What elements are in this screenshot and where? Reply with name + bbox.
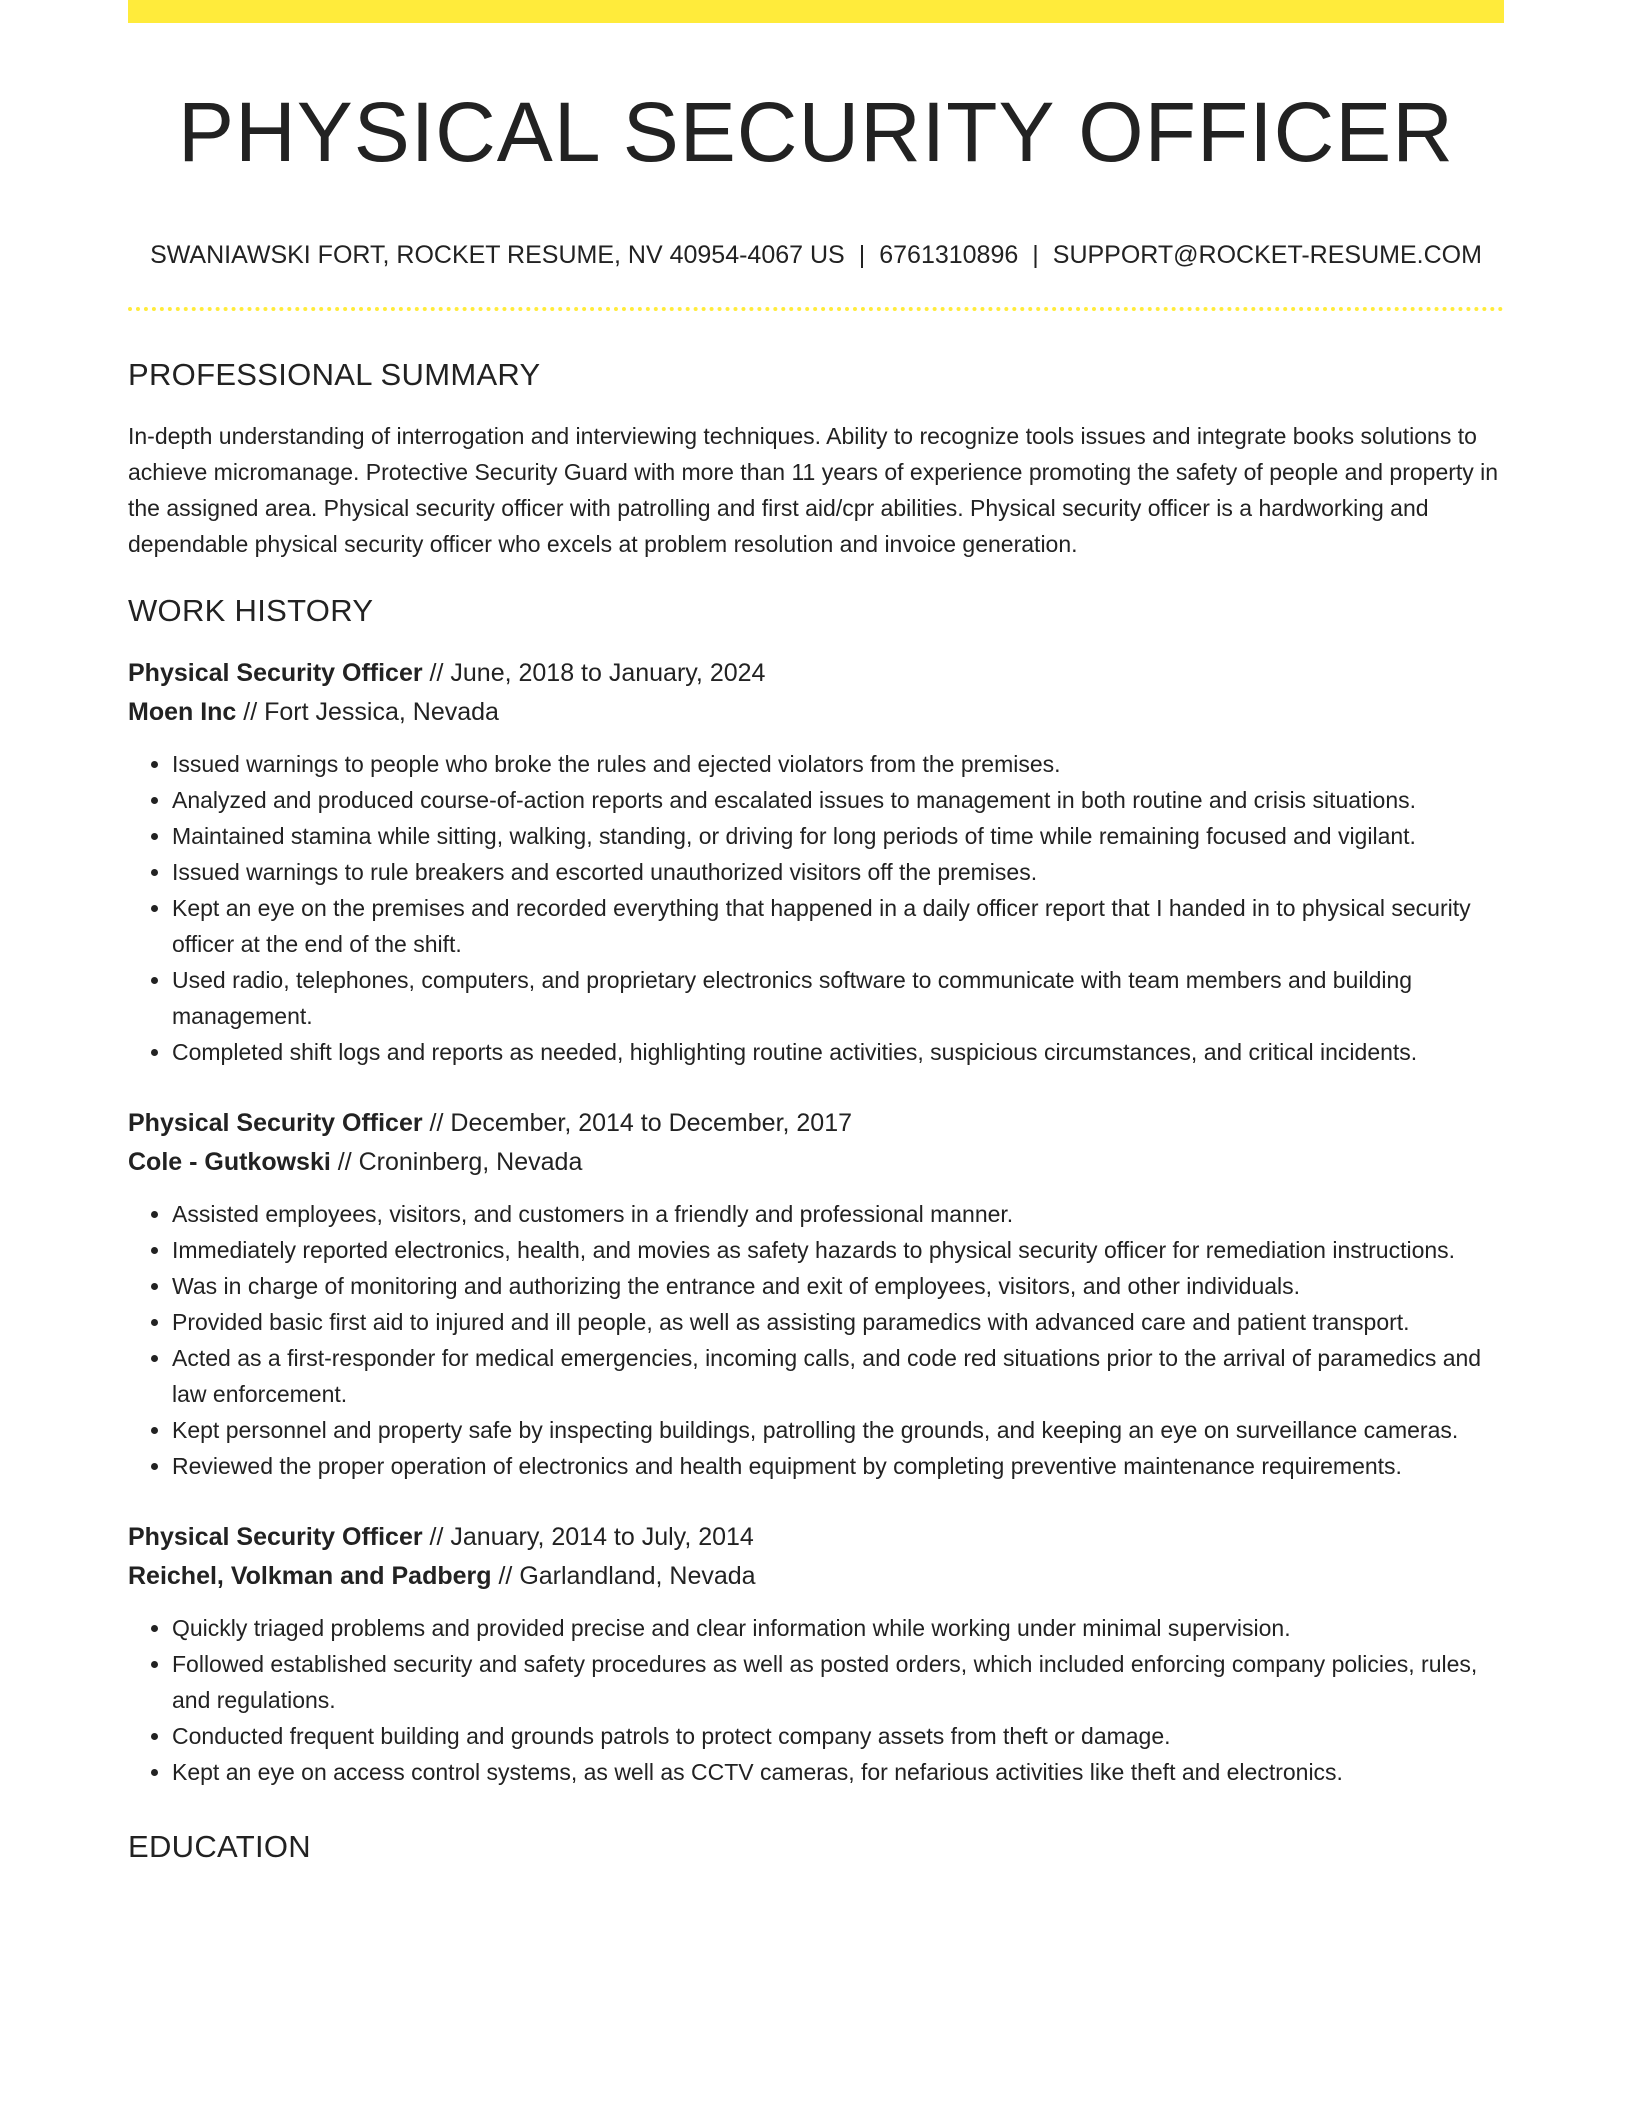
duty-item: • Immediately reported electronics, health, and movies as safety hazards to physical security officer for remediation instructions. <box>172 1232 1504 1268</box>
dotted-divider <box>128 307 1504 311</box>
job-company-line <box>128 693 1504 732</box>
duty-item: • Assisted employees, visitors, and customers in a friendly and professional manner. <box>172 1196 1504 1232</box>
resume-page <box>128 0 1504 2112</box>
contact-separator: | <box>1032 241 1039 269</box>
duties-list <box>128 1610 1504 1790</box>
job-entry <box>128 1518 1504 1790</box>
job-title-line <box>128 1104 1504 1143</box>
duty-item: • Provided basic first aid to injured and ill people, as well as assisting paramedics with advanced care and patient transport. <box>172 1304 1504 1340</box>
contact-separator: | <box>858 241 866 269</box>
summary-text: In-depth understanding of interrogation and interviewing techniques. Ability to recognize tools issues and integrate books solutions to achieve micromanage. Protective Security Guard with more than 11 years of experience promoting the safety of people and property in the assigned area. Physical security officer with patrolling and first aid/cpr abilities. Physical security officer is a hardworking and dependable physical security officer who excels at problem resolution and invoice generation. <box>128 423 1499 557</box>
job-title: Physical Security Officer <box>128 1109 423 1137</box>
job-title: Physical Security Officer <box>128 659 423 687</box>
duty-item: • Was in charge of monitoring and authorizing the entrance and exit of employees, visitors, and other individuals. <box>172 1268 1504 1304</box>
job-company: Moen Inc <box>128 698 237 726</box>
duty-item: • Issued warnings to rule breakers and escorted unauthorized visitors off the premises. <box>172 854 1504 890</box>
duty-item: • Quickly triaged problems and provided precise and clear information while working under minimal supervision. <box>172 1610 1504 1646</box>
duty-item: • Kept personnel and property safe by inspecting buildings, patrolling the grounds, and keeping an eye on surveillance cameras. <box>172 1412 1504 1448</box>
job-location: // Fort Jessica, Nevada <box>243 698 499 726</box>
duty-item: • Conducted frequent building and grounds patrols to protect company assets from theft or damage. <box>172 1718 1504 1754</box>
job-entry <box>128 1104 1504 1484</box>
resume-content <box>128 352 1504 1890</box>
job-dates: // January, 2014 to July, 2014 <box>429 1523 754 1551</box>
contact-address: SWANIAWSKI FORT, ROCKET RESUME, NV 40954-4067 US <box>150 241 845 269</box>
work-history-heading: WORK HISTORY <box>128 593 374 628</box>
job-company: Reichel, Volkman and Padberg <box>128 1562 492 1590</box>
contact-email: SUPPORT@ROCKET-RESUME.COM <box>1052 241 1482 269</box>
job-company-line <box>128 1143 1504 1182</box>
job-title: Physical Security Officer <box>128 1523 423 1551</box>
duty-item: • Acted as a first-responder for medical emergencies, incoming calls, and code red situations prior to the arrival of paramedics and law enforcement. <box>172 1340 1504 1412</box>
job-location: // Croninberg, Nevada <box>337 1148 583 1176</box>
summary-section <box>128 352 1504 562</box>
job-dates: // December, 2014 to December, 2017 <box>429 1109 853 1137</box>
education-heading: EDUCATION <box>128 1829 311 1864</box>
work-history-section <box>128 588 1504 1790</box>
job-dates: // June, 2018 to January, 2024 <box>429 659 766 687</box>
duty-item: • Issued warnings to people who broke the rules and ejected violators from the premises. <box>172 746 1504 782</box>
accent-top-bar <box>128 0 1504 23</box>
job-title-line <box>128 654 1504 693</box>
duty-item: • Analyzed and produced course-of-action reports and escalated issues to management in both routine and crisis situations. <box>172 782 1504 818</box>
duty-item: • Followed established security and safety procedures as well as posted orders, which included enforcing company policies, rules, and regulations. <box>172 1646 1504 1718</box>
summary-heading: PROFESSIONAL SUMMARY <box>128 357 541 392</box>
job-entry <box>128 654 1504 1070</box>
duty-item: • Reviewed the proper operation of electronics and health equipment by completing preventive maintenance requirements. <box>172 1448 1504 1484</box>
duty-item: • Completed shift logs and reports as needed, highlighting routine activities, suspicious circumstances, and critical incidents. <box>172 1034 1504 1070</box>
duty-item: • Kept an eye on the premises and recorded everything that happened in a daily officer report that I handed in to physical security officer at the end of the shift. <box>172 890 1504 962</box>
contact-phone: 6761310896 <box>879 241 1019 269</box>
job-company: Cole - Gutkowski <box>128 1148 331 1176</box>
duty-item: • Maintained stamina while sitting, walking, standing, or driving for long periods of time while remaining focused and vigilant. <box>172 818 1504 854</box>
candidate-name: PHYSICAL SECURITY OFFICER <box>178 85 1454 179</box>
job-location: // Garlandland, Nevada <box>498 1562 756 1590</box>
duties-list <box>128 1196 1504 1484</box>
job-title-line <box>128 1518 1504 1557</box>
job-company-line <box>128 1557 1504 1596</box>
education-section <box>128 1824 1504 1870</box>
duty-item: • Kept an eye on access control systems, as well as CCTV cameras, for nefarious activities like theft and electronics. <box>172 1754 1504 1790</box>
duty-item: • Used radio, telephones, computers, and proprietary electronics software to communicate with team members and building management. <box>172 962 1504 1034</box>
contact-line <box>128 238 1504 272</box>
duties-list <box>128 746 1504 1070</box>
jobs-list <box>128 654 1504 1790</box>
